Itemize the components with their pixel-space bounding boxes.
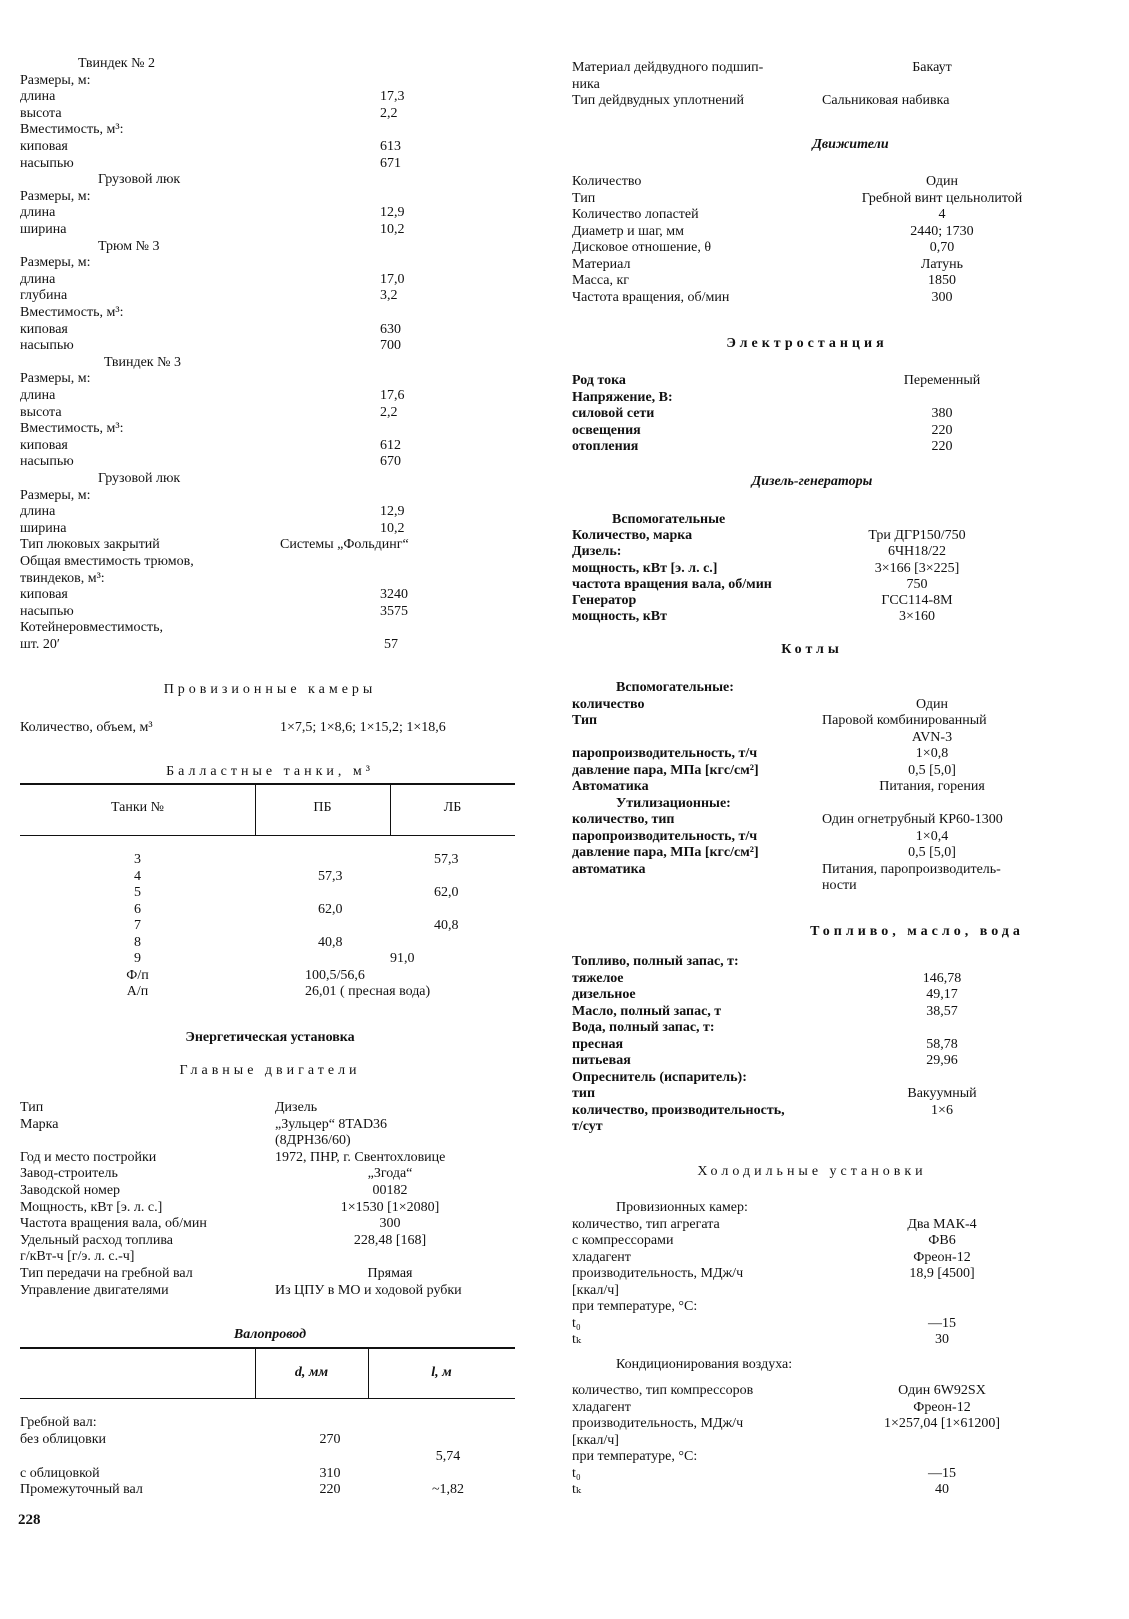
boiler-label: паропроизводительность, т/ч [572,828,758,844]
ballast-tank: 8 [134,934,141,950]
ballast-tank: 4 [134,868,141,884]
ballast-lb: 62,0 [434,885,459,900]
fridge-label: с компрессорами [572,1233,674,1248]
fuel-label: пресная [572,1036,624,1052]
spec-label: Общая вместимость трюмов, [20,554,194,569]
spec-label: Материал дейдвудного подшип- [572,60,764,75]
table-header-rule [20,1398,515,1399]
ballast-pb: 91,0 [390,951,415,966]
spec-value: 3240 [380,587,408,603]
boiler-value: Один огнетрубный КР60-1300 [822,812,1003,827]
prop-value: 4 [938,207,946,222]
spec-label: шт. 20′ [20,637,60,652]
spec-value: 17,3 [380,89,405,105]
prop-value: Латунь [920,256,964,272]
spec-label: насыпью [20,338,74,354]
engine-value: Из ЦПУ в МО и ходовой рубки [275,1282,462,1298]
prop-value: Гребной винт цельнолитой [861,190,1023,206]
boiler-label: количество [572,696,645,712]
ballast-value: 26,01 ( пресная вода) [305,984,431,999]
power-label: отопления [572,439,639,454]
dg-value: 3×160 [899,609,935,625]
fuel-value: 38,57 [926,1003,958,1019]
spec-label: насыпью [20,454,74,470]
boiler-value: Питания, паропроизводитель- [822,861,1001,877]
fridge-label: Кондиционирования воздуха: [616,1356,793,1372]
prop-value: 2440; 1730 [910,223,974,239]
spec-label: Тип люковых закрытий [20,537,160,553]
fuel-label: Опреснитель (испаритель): [572,1069,747,1085]
fridge-value: Фреон-12 [913,1399,971,1415]
engine-label: Заводской номер [20,1183,121,1198]
provision-label: Количество, объем, м³ [20,720,153,735]
fridge-value: 1×257,04 [1×61200] [883,1416,1001,1431]
spec-value: 630 [380,321,401,337]
engine-label: Тип передачи на гребной вал [20,1266,193,1281]
fridge-label: [ккал/ч] [572,1282,619,1298]
fridge-label: хладагент [572,1249,631,1265]
boiler-value: Паровой комбинированный [822,713,987,728]
fridge-value: Один 6W92SX [898,1383,986,1398]
fridge-value: Два МАК-4 [907,1216,977,1232]
shaft-label: Гребной вал: [20,1415,97,1430]
engine-value: „Зульцер“ 8TAD36 [275,1116,388,1132]
fuel-label: тип [572,1086,596,1101]
provision-value: 1×7,5; 1×8,6; 1×15,2; 1×18,6 [280,720,446,735]
spec-label: твиндеков, м³: [20,570,105,586]
spec-label: Грузовой люк [98,172,181,188]
ballast-value: 100,5/56,6 [305,967,365,983]
fridge-value: —15 [928,1465,956,1481]
boiler-label: количество, тип [572,812,675,827]
boiler-label: давление пара, МПа [кгс/см²] [572,762,759,778]
dg-value: ГСС114-8М [881,593,953,608]
ballast-header: ПБ [313,800,332,815]
spec-value: Системы „Фольдинг“ [280,537,409,553]
prop-label: Диаметр и шаг, мм [572,223,684,239]
spec-value: 10,2 [380,222,405,237]
prop-value: 300 [931,289,953,305]
provision-title: Провизионные камеры [163,682,377,697]
spec-label: Размеры, м: [20,255,91,271]
spec-label: Размеры, м: [20,487,91,503]
prop-label: Тип [572,190,596,206]
fridge-label: [ккал/ч] [572,1432,619,1448]
spec-label: высота [20,404,62,420]
engine-label: Год и место постройки [20,1149,157,1165]
fridge-title: Холодильные установки [697,1164,927,1179]
spec-value: 17,6 [380,388,405,403]
spec-label: глубина [20,288,68,304]
fridge-label: количество, тип агрегата [572,1216,720,1232]
spec-label: Вместимость, м³: [20,305,124,320]
ballast-header: Танки № [110,800,165,815]
propulsors-title: Движители [812,137,889,152]
spec-label: Грузовой люк [98,471,181,486]
spec-label: Твиндек № 2 [78,56,155,71]
spec-label: длина [20,388,56,403]
fuel-label: тяжелое [572,970,624,986]
boiler-label: автоматика [572,861,646,877]
fuel-label: дизельное [572,987,636,1002]
dg-label: мощность, кВт [э. л. с.] [572,560,718,576]
fridge-label: tₖ [572,1332,581,1347]
spec-value: 10,2 [380,520,405,536]
boiler-label: паропроизводительность, т/ч [572,746,758,761]
spec-value: Сальниковая набивка [822,93,950,108]
fridge-label: хладагент [572,1399,631,1415]
engine-value: (8ДРН36/60) [275,1133,351,1149]
prop-label: Масса, кг [572,273,630,288]
dg-value: Три ДГР150/750 [868,528,966,544]
ballast-tank: Ф/п [126,967,149,983]
ballast-lb: 57,3 [434,852,459,867]
shaft-d: 220 [319,1482,341,1497]
ballast-lb: 40,8 [434,918,459,933]
spec-label: насыпью [20,155,74,171]
fridge-label: Провизионных камер: [616,1200,748,1215]
dg-label: мощность, кВт [572,609,668,625]
prop-label: Дисковое отношение, θ [572,240,712,255]
ballast-header: ЛБ [443,800,462,815]
spec-label: киповая [20,139,68,154]
engine-label: Марка [20,1116,59,1132]
fuel-value: 146,78 [922,970,962,986]
spec-label: длина [20,271,56,287]
fuel-value: 49,17 [926,987,958,1002]
engine-value: 1×1530 [1×2080] [340,1199,440,1215]
power-label: Напряжение, В: [572,389,673,405]
fridge-label: t₀ [572,1465,581,1481]
boiler-label: Автоматика [572,779,649,794]
engine-value: 228,48 [168] [353,1232,427,1248]
spec-value: 3,2 [380,288,398,304]
fridge-label: tₖ [572,1482,581,1497]
fridge-label: при температуре, °С: [572,1299,698,1314]
fuel-label: т/сут [572,1119,603,1134]
fridge-label: при температуре, °С: [572,1449,698,1464]
boiler-label: Утилизационные: [616,795,731,811]
engine-value: Прямая [367,1266,413,1281]
power-value: 220 [931,422,953,438]
prop-value: 1850 [928,273,956,288]
shaft-d: 310 [319,1466,341,1481]
spec-label: киповая [20,587,68,603]
dg-value: 3×166 [3×225] [874,560,960,576]
power-label: освещения [572,422,641,438]
shaft-label: без облицовки [20,1432,107,1447]
table-header-rule [20,835,515,836]
spec-value: 3575 [380,603,408,619]
spec-label: Размеры, м: [20,371,91,387]
engines-title: Главные двигатели [179,1063,361,1078]
engine-value: 300 [379,1216,401,1232]
spec-label: длина [20,504,56,520]
spec-label: Тип дейдвудных уплотнений [572,93,745,108]
engine-value: Дизель [275,1100,318,1115]
prop-label: Количество лопастей [572,207,699,222]
shaft-l: ~1,82 [431,1482,465,1497]
power-label: силовой сети [572,406,655,421]
fridge-value: ФВ6 [928,1233,956,1248]
fridge-value: —15 [928,1315,956,1331]
fuel-label: Вода, полный запас, т: [572,1020,715,1035]
spec-label: ника [572,76,600,92]
spec-label: Вместимость, м³: [20,122,124,138]
prop-label: Количество [572,174,642,189]
power-label: Род тока [572,373,626,388]
fuel-label: Масло, полный запас, т [572,1003,722,1019]
spec-label: Размеры, м: [20,72,91,88]
dg-title: Дизель-генераторы [751,474,873,489]
shaft-header-l: l, м [431,1365,452,1380]
fuel-value: 1×6 [931,1102,953,1118]
ballast-tank: 9 [134,951,141,966]
spec-label: Твиндек № 3 [104,354,181,370]
boiler-value: ности [822,878,857,893]
fuel-label: Топливо, полный запас, т: [572,954,739,969]
spec-label: высота [20,105,62,121]
spec-value: 670 [380,454,401,470]
engine-label: Тип [20,1100,44,1115]
spec-value: 2,2 [380,404,398,420]
fuel-label: питьевая [572,1053,631,1068]
spec-value: 613 [380,139,401,154]
ballast-tank: А/п [126,984,149,999]
spec-label: насыпью [20,603,74,619]
page-number: 228 [18,1512,41,1528]
fuel-value: 58,78 [926,1036,958,1052]
boiler-label: Тип [572,713,598,728]
engine-label: Частота вращения вала, об/мин [20,1216,207,1232]
spec-value: Бакаут [912,60,952,75]
table-top-rule [20,783,515,785]
fridge-value: 40 [935,1482,949,1497]
fuel-title: Топливо, масло, вода [810,924,1024,939]
prop-label: Материал [572,256,631,272]
power-value: Переменный [903,373,981,388]
shaft-header-d: d, мм [294,1365,329,1380]
engine-label: Завод-строитель [20,1166,118,1182]
fuel-value: 29,96 [926,1053,958,1068]
spec-value: 2,2 [380,105,398,121]
table-top-rule [20,1347,515,1349]
shaft-l: 5,74 [435,1449,461,1464]
dg-value: 6ЧН18/22 [887,544,947,560]
fridge-label: количество, тип компрессоров [572,1383,754,1398]
boilers-title: Котлы [781,642,843,657]
spec-label: Котейнеровместимость, [20,620,164,636]
dg-label: Дизель: [572,544,622,560]
dg-label: Генератор [572,593,637,608]
spec-value: 612 [380,437,401,453]
fridge-value: Фреон-12 [913,1249,971,1265]
boiler-value: AVN-3 [911,729,953,745]
boiler-value: 0,5 [5,0] [908,845,956,860]
ballast-tank: 7 [134,918,141,933]
engine-value: 00182 [372,1183,408,1198]
spec-label: Размеры, м: [20,188,91,204]
fridge-label: производительность, МДж/ч [572,1266,744,1281]
ballast-tank: 5 [134,885,141,900]
shaft-label: с облицовкой [20,1466,100,1481]
energy-title: Энергетическая установка [185,1030,355,1045]
spec-label: Трюм № 3 [98,238,160,254]
power-value: 380 [931,406,953,421]
spec-label: длина [20,89,56,105]
spec-label: киповая [20,437,68,453]
prop-value: 0,70 [929,240,955,255]
fridge-value: 30 [935,1332,949,1347]
dg-label: частота вращения вала, об/мин [572,576,772,592]
engine-label: г/кВт-ч [г/э. л. с.-ч] [20,1249,135,1265]
spec-value: 12,9 [380,504,405,520]
ballast-tank: 3 [134,852,141,867]
spec-value: 17,0 [380,271,405,287]
spec-value: 700 [380,338,401,354]
fuel-label: количество, производительность, [572,1102,785,1118]
shaft-title: Валопровод [233,1327,307,1342]
dg-label: Вспомогательные [612,512,726,527]
engine-value: 1972, ПНР, г. Свентохловице [275,1149,446,1165]
boiler-label: давление пара, МПа [кгс/см²] [572,845,759,860]
boiler-value: 0,5 [5,0] [908,762,956,778]
prop-value: Один [925,174,959,189]
spec-label: Вместимость, м³: [20,421,124,437]
spec-label: ширина [20,520,67,536]
dg-label: Количество, марка [572,528,693,544]
dg-value: 750 [906,576,928,592]
boiler-value: Питания, горения [879,779,985,794]
engine-label: Управление двигателями [20,1282,169,1298]
fridge-label: производительность, МДж/ч [572,1416,744,1431]
spec-label: киповая [20,321,68,337]
boiler-label: Вспомогательные: [616,680,734,695]
spec-label: длина [20,205,56,221]
prop-label: Частота вращения, об/мин [572,289,730,305]
engine-label: Мощность, кВт [э. л. с.] [20,1199,163,1215]
boiler-value: 1×0,4 [915,828,949,844]
fridge-value: 18,9 [4500] [909,1266,975,1281]
shaft-d: 270 [319,1432,341,1447]
power-value: 220 [931,439,953,454]
spec-value: 12,9 [380,205,405,221]
shaft-label: Промежуточный вал [20,1482,143,1497]
ballast-pb: 57,3 [318,868,343,884]
engine-label: Удельный расход топлива [20,1232,174,1248]
ballast-pb: 62,0 [318,901,343,917]
power-title: Электростанция [726,336,888,351]
fridge-label: t₀ [572,1315,581,1331]
ballast-pb: 40,8 [318,934,343,950]
boiler-value: 1×0,8 [915,746,949,761]
engine-value: „Згода“ [367,1166,413,1182]
ballast-title: Балластные танки, м³ [166,764,374,779]
ballast-tank: 6 [134,901,141,917]
boiler-value: Один [915,696,949,712]
fuel-value: Вакуумный [907,1086,977,1101]
spec-label: ширина [20,222,67,237]
spec-value: 57 [384,637,398,652]
spec-value: 671 [380,155,401,171]
